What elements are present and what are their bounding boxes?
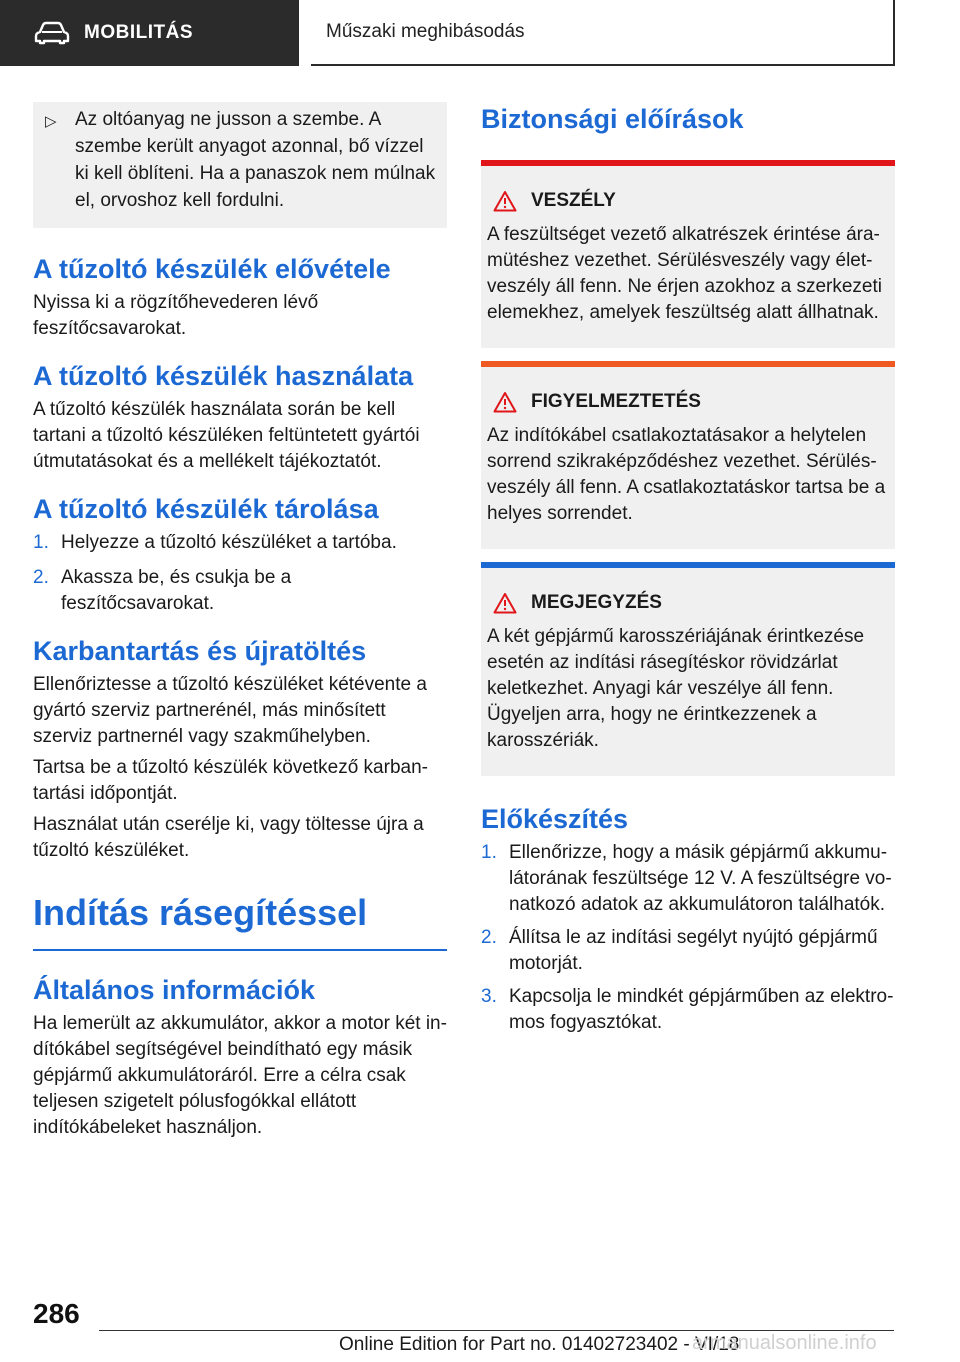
- danger-title: VESZÉLY: [531, 190, 616, 211]
- paragraph-general-info: Ha lemerült az akkumulátor, akkor a motor két indítókábel segítségével beindítható egy másik gépjármű akkumulátoráról. Erre a célra csak teljesen szigetelt pólusfogókkal ellátott indítókábeleket használjon.: [33, 1013, 447, 1138]
- notice-text: A két gépjármű karosszériájának érintkezése esetén az indítási rásegítéskor rövidzárlat keletkezhet. Anyagi kár veszélye áll fenn. Ügyeljen arra, hogy ne érintkezzenek a karosszériák.: [487, 626, 865, 751]
- right-column: [481, 102, 895, 1036]
- heading-general-info: Általános információk: [33, 975, 316, 1005]
- chapter-label: Műszaki meghibásodás: [326, 21, 525, 42]
- watermark: armanualsonline.info: [692, 1332, 877, 1354]
- caution-box: [481, 367, 895, 549]
- chapter-title: Indítás rásegítéssel: [33, 892, 368, 933]
- danger-title-row: [493, 188, 887, 214]
- heading-extinguisher-storage: A tűzoltó készülék tárolása: [33, 494, 379, 524]
- chapter-header: [311, 0, 895, 66]
- preparation-steps: [481, 840, 895, 1036]
- list-item: [33, 530, 447, 556]
- section-tab: [0, 0, 299, 66]
- step-text: Ellenőrizze, hogy a másik gépjármű akkumulátorának feszültsége 12 V. A feszültségre vonatkozó adatok az akkumulátoron találhatók.: [509, 842, 892, 915]
- footer-rule: [99, 1330, 894, 1331]
- left-column: [33, 102, 447, 1141]
- triangle-right-icon: ▷: [45, 113, 57, 130]
- warning-caution: [481, 361, 895, 549]
- paragraph-extinguisher-use: A tűzoltó készülék használata során be kell tartani a tűzoltó készüléken feltüntetett gyártói útmutatásokat és a mellékelt tájékoztatót.: [33, 399, 420, 472]
- step-number: 1.: [33, 532, 49, 553]
- heading-extinguisher-removal: A tűzoltó készülék elővétele: [33, 254, 391, 284]
- danger-text: A feszültséget vezető alkatrészek érintése áramütéshez vezethet. Sérülésveszély vagy életveszély áll fenn. Ne érjen azokhoz a szerkezeti elemekhez, amelyek feszültség alatt állhatnak.: [487, 224, 882, 323]
- paragraph-maintenance-3: Használat után cserélje ki, vagy töltesse újra a tűzoltó készüléket.: [33, 814, 424, 861]
- step-number: 3.: [481, 986, 497, 1007]
- danger-box: [481, 166, 895, 348]
- step-text: Kapcsolja le mindkét gépjárműben az elektromos fogyasztókat.: [509, 986, 894, 1033]
- notice-title: MEGJEGYZÉS: [531, 592, 662, 613]
- note-box: [33, 102, 447, 228]
- note-text: Az oltóanyag ne jusson a szembe. A szembe került anyagot azonnal, bő vízzel ki kell öblíteni. Ha a panaszok nem múlnak el, orvoshoz kell fordulni.: [75, 109, 436, 211]
- warning-danger: [481, 160, 895, 348]
- step-number: 1.: [481, 842, 497, 863]
- section-label: MOBILITÁS: [84, 22, 193, 43]
- warning-notice: [481, 562, 895, 776]
- page-number: 286: [33, 1298, 80, 1329]
- heading-safety: Biztonsági előírások: [481, 104, 744, 134]
- list-item: [481, 840, 895, 918]
- warning-triangle-icon: [493, 391, 517, 413]
- caution-title: FIGYELMEZTETÉS: [531, 391, 701, 412]
- car-icon: [34, 21, 70, 45]
- list-item: [33, 565, 447, 617]
- paragraph-maintenance-1: Ellenőriztesse a tűzoltó készüléket kétévente a gyártó szerviz partnerénél, más minősített szerviz partnernél vagy szakműhelyben.: [33, 674, 427, 747]
- warning-triangle-icon: [493, 592, 517, 614]
- notice-title-row: [493, 590, 887, 616]
- heading-extinguisher-use: A tűzoltó készülék használata: [33, 361, 414, 391]
- step-number: 2.: [33, 567, 49, 588]
- list-item: [481, 925, 895, 977]
- storage-steps: [33, 530, 447, 617]
- step-text: Helyezze a tűzoltó készüléket a tartóba.: [61, 532, 397, 553]
- step-text: Állítsa le az indítási segélyt nyújtó gépjármű motorját.: [509, 927, 878, 974]
- step-number: 2.: [481, 927, 497, 948]
- list-item: [481, 984, 895, 1036]
- step-text: Akassza be, és csukja be a feszítőcsavarokat.: [61, 567, 292, 614]
- caution-text: Az indítókábel csatlakoztatásakor a helytelen sorrend szikraképződéshez vezethet. Sérülésveszély áll fenn. A csatlakoztatáskor tartsa be a helyes sorrendet.: [487, 425, 886, 524]
- chapter-rule: [33, 949, 447, 951]
- warning-triangle-icon: [493, 190, 517, 212]
- paragraph-extinguisher-removal: Nyissa ki a rögzítőhevederen lévő feszítőcsavarokat.: [33, 292, 319, 339]
- heading-maintenance: Karbantartás és újratöltés: [33, 636, 367, 666]
- edition-text: Online Edition for Part no. 01402723402 - VI/18: [339, 1334, 740, 1355]
- notice-box: [481, 568, 895, 776]
- paragraph-maintenance-2: Tartsa be a tűzoltó készülék következő karbantartási időpontját.: [33, 757, 428, 804]
- heading-preparation: Előkészítés: [481, 804, 629, 834]
- caution-title-row: [493, 389, 887, 415]
